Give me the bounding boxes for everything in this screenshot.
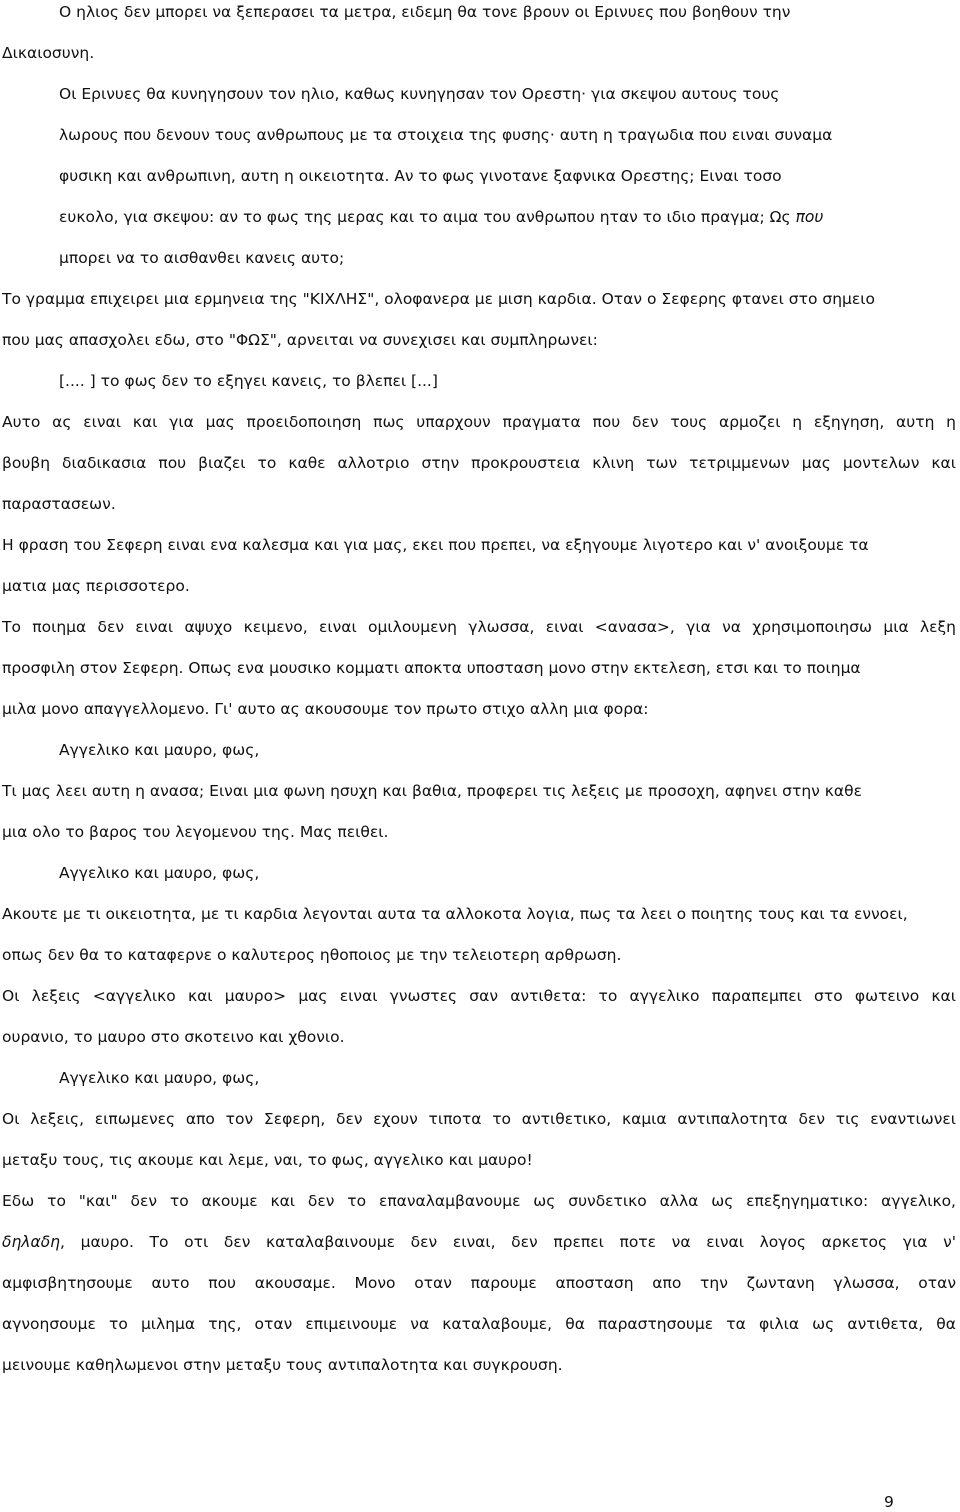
text-line: μπορει να το αισθανθει κανεις αυτο; [59, 249, 345, 267]
verse-line: Αγγελικο και μαυρο, φως, [59, 741, 260, 759]
text-line: μιλα μονο απαγγελλομενο. Γι' αυτο ας ακουσουμε τον πρωτο στιχο αλλη μια φορα: [2, 700, 649, 718]
text-line: Οι λεξεις, ειπωμενες απο τον Σεφερη, δεν εχουν τιποτα το αντιθετικο, καμια αντιπαλοτητα δεν τις εναντιωνει [2, 1110, 956, 1128]
text-line: Το γραμμα επιχειρει μια ερμηνεια της "ΚΙΧΛΗΣ", ολοφανερα με μιση καρδια. Οταν ο Σεφερης φτανει στο σημειο [2, 290, 875, 308]
italic-word: δηλαδη [2, 1233, 61, 1251]
text-line: Δικαιοσυνη. [2, 44, 95, 62]
italic-word: που [795, 208, 824, 226]
text-line: που μας απασχολει εδω, στο "ΦΩΣ", αρνειται να συνεχισει και συμπληρωνει: [2, 331, 598, 349]
text-run: , μαυρο. Το οτι δεν καταλαβαινουμε δεν ειναι, δεν πρεπει ποτε να ειναι λογος αρκετος για ν' [60, 1233, 956, 1251]
text-line: Αυτο ας ειναι και για μας προειδοποιηση πως υπαρχουν πραγματα που δεν τους αρμοζει η εξηγηση, αυτη η [2, 413, 956, 431]
text-line: ματια μας περισσοτερο. [2, 577, 190, 595]
text-line: Ακουτε με τι οικειοτητα, με τι καρδια λεγονται αυτα τα αλλοκοτα λογια, πως τα λεει ο ποιητης τους και τα εννοει, [2, 905, 908, 923]
text-line: φυσικη και ανθρωπινη, αυτη η οικειοτητα. Αν το φως γινοτανε ξαφνικα Ορεστης; Ειναι τοσο [59, 167, 782, 185]
text-line [59, 207, 823, 227]
text-line: αγνοησουμε το μιλημα της, οταν επιμεινουμε να καταλαβουμε, θα παραστησουμε τα φιλια ως αντιθετα, θα [2, 1315, 956, 1333]
text-line: μεταξυ τους, τις ακουμε και λεμε, ναι, το φως, αγγελικο και μαυρο! [2, 1151, 533, 1169]
text-line: Ο ηλιος δεν μπορει να ξεπερασει τα μετρα, ειδεμη θα τονε βρουν οι Ερινυες που βοηθουν την [59, 3, 791, 21]
page-number: 9 [884, 1493, 894, 1511]
text-line [2, 1232, 956, 1252]
text-line: Οι Ερινυες θα κυνηγησουν τον ηλιο, καθως κυνηγησαν τον Ορεστη· για σκεψου αυτους τους [59, 85, 780, 103]
text-line: βουβη διαδικασια που βιαζει το καθε αλλοτριο στην προκρουστεια κλινη των τετριμμενων μας μοντελων και [2, 454, 956, 472]
text-line: παραστασεων. [2, 495, 116, 513]
text-line: οπως δεν θα το καταφερνε ο καλυτερος ηθοποιος με την τελειοτερη αρθρωση. [2, 946, 622, 964]
quote-line: [.... ] το φως δεν το εξηγει κανεις, το βλεπει [...] [59, 372, 438, 390]
text-line: Το ποιημα δεν ειναι αψυχο κειμενο, ειναι ομιλουμενη γλωσσα, ειναι <ανασα>, για να χρησιμοποιησω μια λεξη [2, 618, 956, 636]
text-line: Η φραση του Σεφερη ειναι ενα καλεσμα και για μας, εκει που πρεπει, να εξηγουμε λιγοτερο και ν' ανοιξουμε τα [2, 536, 869, 554]
text-line: Τι μας λεει αυτη η ανασα; Ειναι μια φωνη ησυχη και βαθια, προφερει τις λεξεις με προσοχη, αφηνει στην καθε [2, 782, 862, 800]
text-line: αμφισβητησουμε αυτο που ακουσαμε. Μονο οταν παρουμε αποσταση απο την ζωντανη γλωσσα, οταν [2, 1274, 956, 1292]
verse-line: Αγγελικο και μαυρο, φως, [59, 1069, 260, 1087]
text-line: μεινουμε καθηλωμενοι στην μεταξυ τους αντιπαλοτητα και συγκρουση. [2, 1356, 563, 1374]
text-line: Εδω το "και" δεν το ακουμε και δεν το επαναλαμβανουμε ως συνδετικο αλλα ως επεξηγηματικο: αγγελικο, [2, 1192, 956, 1210]
verse-line: Αγγελικο και μαυρο, φως, [59, 864, 260, 882]
text-line: προσφιλη στον Σεφερη. Οπως ενα μουσικο κομματι αποκτα υποσταση μονο στην εκτελεση, ετσι και το ποιημα [2, 659, 861, 677]
text-line: λωρους που δενουν τους ανθρωπους με τα στοιχεια της φυσης· αυτη η τραγωδια που ειναι συναμα [59, 126, 833, 144]
text-line: Οι λεξεις <αγγελικο και μαυρο> μας ειναι γνωστες σαν αντιθετα: το αγγελικο παραπεμπει στο φωτεινο και [2, 987, 956, 1005]
text-line: ουρανιο, το μαυρο στο σκοτεινο και χθονιο. [2, 1028, 345, 1046]
text-run: ευκολο, για σκεψου: αν το φως της μερας και το αιμα του ανθρωπου ηταν το ιδιο πραγμα; Ως [59, 208, 791, 226]
text-line: μια ολο το βαρος του λεγομενου της. Μας πειθει. [2, 823, 389, 841]
